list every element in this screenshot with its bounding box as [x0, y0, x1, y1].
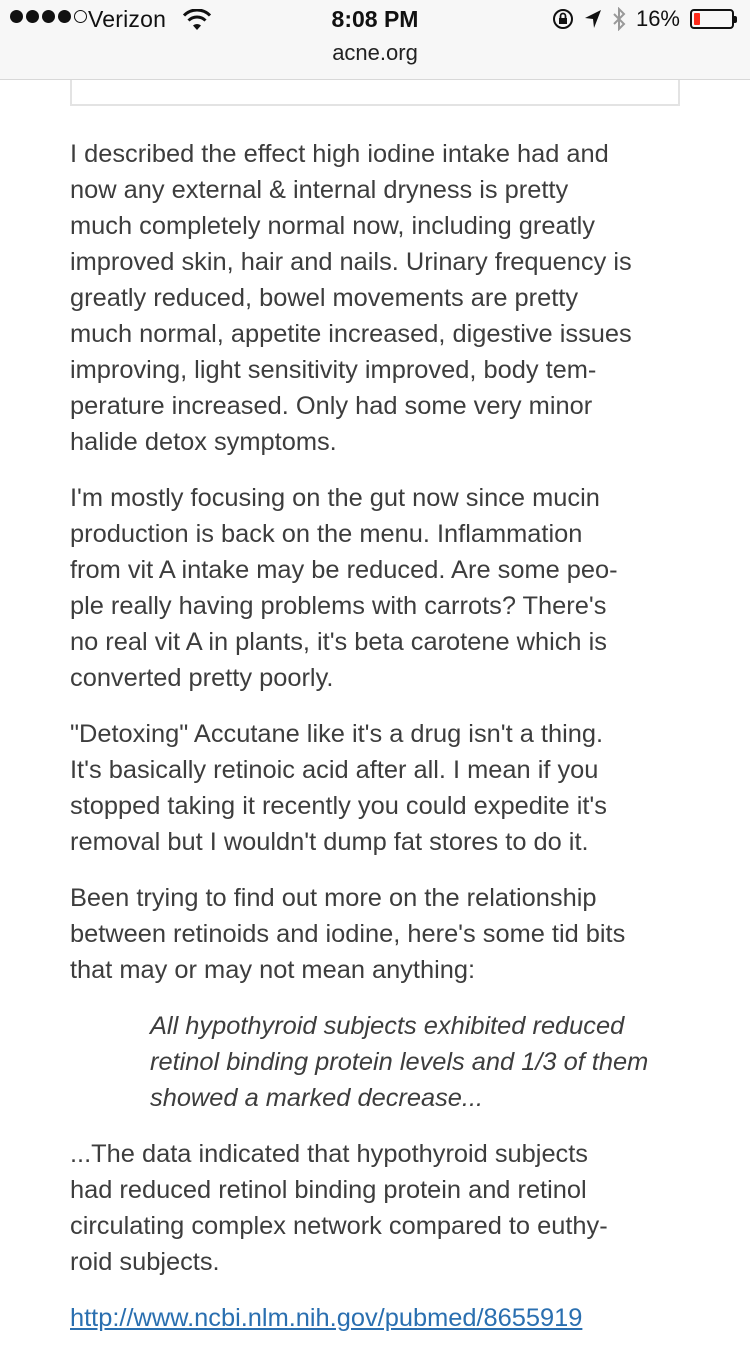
quoted-study-excerpt [150, 1008, 685, 1116]
url-bar[interactable]: acne.org [332, 40, 418, 65]
paragraph-gut-focus [70, 480, 685, 696]
text-line: All hypothyroid subjects exhibited reduced [150, 1012, 625, 1040]
text-line: circulating complex network compared to euthy- [70, 1212, 608, 1240]
text-line: showed a marked decrease... [150, 1084, 484, 1112]
post-body [70, 136, 685, 1356]
paragraph-detoxing-accutane [70, 716, 685, 860]
text-line: It's basically retinoic acid after all. I mean if you [70, 756, 599, 784]
bluetooth-icon [612, 7, 626, 31]
text-line: much completely normal now, including greatly [70, 212, 595, 240]
text-line: improving, light sensitivity improved, body tem- [70, 356, 597, 384]
pubmed-link[interactable]: http://www.ncbi.nlm.nih.gov/pubmed/8655919 [70, 1304, 583, 1332]
text-line: retinol binding protein levels and 1/3 of them [150, 1048, 649, 1076]
carrier-name: Verizon [88, 6, 167, 32]
text-line: greatly reduced, bowel movements are pretty [70, 284, 579, 312]
text-line: Been trying to find out more on the relationship [70, 884, 597, 912]
text-line: I'm mostly focusing on the gut now since mucin [70, 484, 600, 512]
text-line: converted pretty poorly. [70, 664, 334, 692]
clock-time: 8:08 PM [331, 6, 419, 32]
text-line: "Detoxing" Accutane like it's a drug isn't a thing. [70, 720, 604, 748]
text-line: I described the effect high iodine intake had and [70, 140, 609, 168]
orientation-lock-icon [552, 8, 574, 30]
status-bar [0, 0, 750, 80]
text-line: roid subjects. [70, 1248, 220, 1276]
battery-icon [690, 9, 734, 29]
text-line: production is back on the menu. Inflammation [70, 520, 583, 548]
battery-percent: 16% [635, 6, 680, 31]
paragraph-iodine-effects [70, 136, 685, 460]
text-line: from vit A intake may be reduced. Are some peo- [70, 556, 618, 584]
text-line: ...The data indicated that hypothyroid subjects [70, 1140, 589, 1168]
text-line: had reduced retinol binding protein and retinol [70, 1176, 587, 1204]
text-line: that may or may not mean anything: [70, 956, 476, 984]
text-line: stopped taking it recently you could expedite it's [70, 792, 607, 820]
text-line: ple really having problems with carrots? There's [70, 592, 607, 620]
paragraph-retinoids-iodine [70, 880, 685, 988]
text-line: perature increased. Only had some very minor [70, 392, 593, 420]
previous-quote-box-edge [70, 80, 680, 106]
text-line: halide detox symptoms. [70, 428, 337, 456]
text-line: now any external & internal dryness is pretty [70, 176, 569, 204]
text-line: between retinoids and iodine, here's some tid bits [70, 920, 626, 948]
text-line: improved skin, hair and nails. Urinary frequency is [70, 248, 632, 276]
text-line: much normal, appetite increased, digestive issues [70, 320, 632, 348]
text-line: no real vit A in plants, it's beta carotene which is [70, 628, 607, 656]
text-line: removal but I wouldn't dump fat stores to do it. [70, 828, 589, 856]
paragraph-study-conclusion [70, 1136, 685, 1280]
location-arrow-icon [584, 9, 602, 29]
